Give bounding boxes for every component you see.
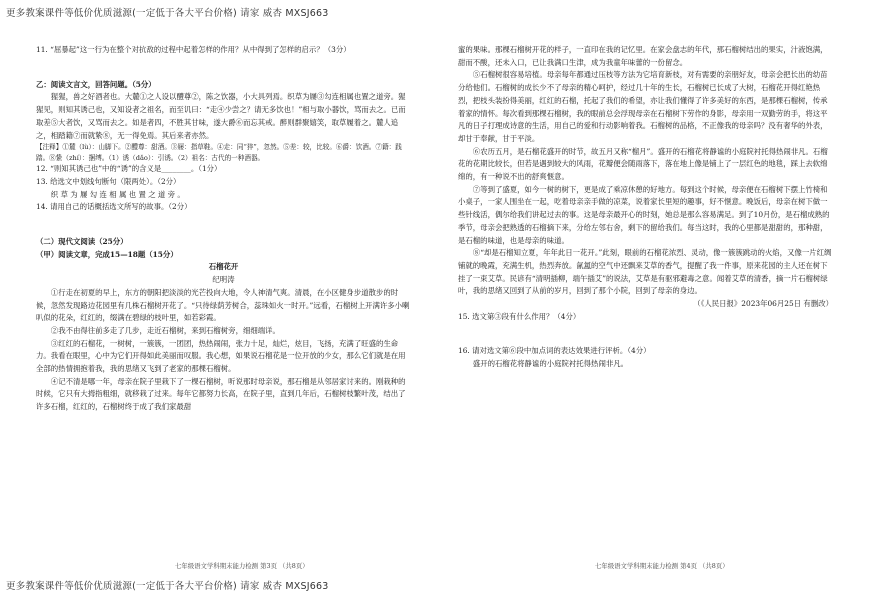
question-16-sentence: 盛开的石榴花将静谧的小庭院衬托得热闹非凡。 xyxy=(472,359,629,369)
question-15: 15. 选文第③段有什么作用？（4分） xyxy=(458,311,581,321)
essay-paragraph-8: ⑧“却是石榴知立夏，年年此日一花开。”此刻，眼前的石榴花浓烈、灵动，像一簇簇跳动的火焰，又像一片红绸铺就的晚霞，充满生机，热烈奔放。氤氲的空气中还飘来艾草的香气，提醒了我一件事，原来花园的主人还在树下挂了一束艾草。民谚有“清明插柳，端午插艾”的说法，艾草是有驱邪避毒之意。闻着艾草的清香，摘一片石榴树绿叶，我的思绪又回到了从前的岁月，回到了那个小院，回到了母亲的身边。 xyxy=(458,248,832,296)
essay-paragraph-4-continued: 蜜的果味。那棵石榴树开花的样子，一直印在我的记忆里。在家会盘志的年代，那石榴树结出的果实，汁液饱满，甜而不酸，还未入口，已让我满口生津，成为我童年味蕾的一份留念。 xyxy=(458,45,828,67)
essay-paragraph-2: ②我不由得往前多走了几步，走近石榴树，来到石榴树旁，细细端详。 xyxy=(50,325,280,335)
essay-paragraph-4: ④记不清是哪一年，母亲在院子里栽下了一棵石榴树，听说那时母亲说，那石榴是从邻居家讨来的。刚栽种的时候，它只有大拇指粗细，就移栽了过来。每年它都努力长高，在院子里，直到几年后，石榴树枝繁叶茂，结出了许多石榴，红红的，石榴树终于成了我们家最甜 xyxy=(36,376,406,412)
classical-text: 猩猩，兽之好酒者也。大麓①之人设以醴尊②，陈之饮器，小大具列焉。织草为屦③勾连相属也置之道旁。猩猩见，则知其诱己也，又知设者之祖名，而至讥曰：“走④少尝之？请无多饮也！”相与取小器饮，骂而去之。已而取差⑤大者饮，又骂而去之。如是者四，不胜其甘味，遂大爵⑥而忘其戒。醉则群聚嬉笑，取草履着之。麓人追之，相踏籍⑦而就絷⑧，无一得免焉。其后来者亦然。 xyxy=(36,92,406,140)
right-page-footer: 七年级语文学科期末能力检测 第4页 （共8页） xyxy=(595,562,729,570)
essay-paragraph-1: ①行走在初夏的早上，东方的朝阳把淡淡的光芒投向大地，令人神清气爽。清晨，在小区健身步道散步的时候，忽然发现路边花园里有几株石榴树开花了。“只待绿荫芳树合，蕊珠如火一时开。”远看，石榴树上开满许多小喇叭似的花朵，红红的，缀满在碧绿的枝叶里，如若彩霞。 xyxy=(36,287,410,323)
left-page xyxy=(36,44,411,414)
left-page-footer: 七年级语文学科期末能力检测 第3页 （共8页） xyxy=(175,562,309,570)
question-14: 14. 请用自己的话概括选文所写的故事。（2分） xyxy=(36,202,192,212)
bottom-banner: 更多教案课件等低价优质滋源(一定低于各大平台价格) 请家 威杏 MXSJ663 xyxy=(6,581,329,592)
modern-reading-title: （二）现代文阅读（25分） xyxy=(36,237,128,247)
essay-paragraph-6: ⑥农历五月，是石榴花盛开的时节，故五月又称“榴月”。盛开的石榴花将静谧的小庭院衬托得热闹非凡。石榴花的花期比较长，但若是遇到较大的风雨，花瓣便会随雨落下，落在地上像是铺上了一层红色的地毯，踩上去软绵绵的，有一种说不出的舒爽惬意。 xyxy=(458,146,828,182)
modern-reading-subtitle: （甲）阅读文章，完成15—18题（15分） xyxy=(36,249,178,259)
essay-source: （《人民日报》2023年06月25日 有删改） xyxy=(693,299,833,309)
question-13: 13. 给选文中划线句断句（限两处）。（2分） xyxy=(36,176,181,186)
section-title-classical: 乙：阅读文言文，回答问题。（5分） xyxy=(36,79,156,89)
essay-paragraph-5: ⑤石榴树很容易培植。母亲每年都通过压枝等方法为它培育新枝，对有需要的亲朋好友，母亲会把长出的幼苗分给他们。石榴树的成长少不了母亲的精心呵护，经过几十年的生长，石榴树已长成了大树，石榴花开得红艳热烈，把枝头装扮得美丽，红红的石榴，托起了我们的希望，亦让我们懂得了许多美好的东西，是那棵石榴树，传承着家的情怀。每次看到那棵石榴树，我的眼前总会浮现母亲在石榴树下劳作的身影，母亲用一双勤劳的手，将这平凡的日子打理成诗意的生活，用自己的爱和行动影响着我。石榴树的品格，不正像我的母亲吗？没有奢华的外表，却甘于奉献，甘于平淡。 xyxy=(458,70,828,143)
top-banner: 更多教案课件等低价优质滋源(一定低于各大平台价格) 请家 威杏 MXSJ663 xyxy=(6,8,329,19)
essay-paragraph-3: ③红红的石榴花，一树树，一簇簇，一团团，热热闹闹，张力十足，灿烂，炫目，飞扬，充满了旺盛的生命力。我看在眼里，心中为它们开得如此美丽而叹服。我心想，如果说石榴花是一位开放的少女，那么它们就是在用全部的热情拥抱着我，我的思绪又飞到了老家的那棵石榴树。 xyxy=(36,338,406,374)
classical-notes: 【注释】①麓（lù）：山脚下。②醴尊：甜酒。③屦：指草鞋。④走：同“猝”，忽然。⑤差：较，比较。⑥爵：饮酒。⑦籍：践踏。⑧絷（zhí）：捆缚。（1）诱（dǎo）：引诱。（2）祖名：古代的一种酒器。 xyxy=(36,143,402,162)
essay-paragraph-7: ⑦等到了盛夏，如今一树的树下，更是成了乘凉休憩的好地方。每到这个时候，母亲便在石榴树下摆上竹椅和小桌子，一家人围坐在一起，吃着母亲亲手做的凉菜，说着家长里短的趣事，好不惬意。晚饭后，母亲在树下做一些针线活，偶尔给我们讲起过去的事。这是母亲最开心的时刻，她总是那么容易满足。到了10月份，是石榴成熟的季节，母亲会把熟透的石榴摘下来，分给左邻右舍，剩下的留给我们。每当这时，我的心里都是甜甜的，那种甜，是石榴的味道，也是母亲的味道。 xyxy=(458,184,830,245)
essay-author: 纪明涛 xyxy=(212,275,235,285)
essay-title: 石榴花开 xyxy=(208,262,239,272)
question-11: 11. “屈暴起”这一行为在整个对抗敌的过程中起着怎样的作用？从中得到了怎样的启示？（3分） xyxy=(36,45,351,54)
question-12: 12. “则知其诱己也”中的“诱”的含义是________。（1分） xyxy=(36,164,222,174)
question-16: 16. 请对选文第⑥段中加点词的表达效果进行评析。（4分） xyxy=(458,346,651,356)
question-13-sentence: 织 草 为 屦 勾 连 相 属 也 置 之 道 旁 。 xyxy=(50,189,185,199)
right-page xyxy=(458,44,833,371)
